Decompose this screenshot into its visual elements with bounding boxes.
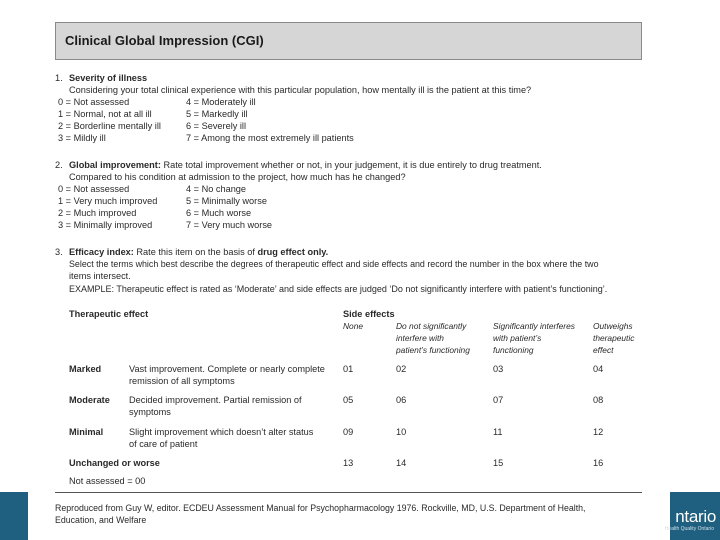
row-desc-marked-2: remission of all symptoms <box>129 376 235 386</box>
col3-line1: Significantly interferes <box>493 321 575 331</box>
s1-opt-5: 5 = Markedly ill <box>186 109 248 119</box>
s1-opt-0: 0 = Not assessed <box>58 97 130 107</box>
s1-opt-4: 4 = Moderately ill <box>186 97 256 107</box>
ontario-logo-text: ntario <box>675 507 716 526</box>
section2-title: Global improvement: <box>69 160 161 170</box>
s2-opt-2: 2 = Much improved <box>58 208 137 218</box>
cell-07: 07 <box>493 395 504 405</box>
therapeutic-effect-header: Therapeutic effect <box>69 309 149 319</box>
section3-heading <box>69 246 328 258</box>
not-assessed-note: Not assessed = 00 <box>69 476 146 486</box>
section3-title-rest: Rate this item on the basis of <box>133 247 258 257</box>
cell-06: 06 <box>396 395 407 405</box>
section2-question: Compared to his condition at admission to the project, how much has he changed? <box>69 172 406 182</box>
cell-12: 12 <box>593 427 604 437</box>
cell-10: 10 <box>396 427 407 437</box>
cell-09: 09 <box>343 427 354 437</box>
cell-01: 01 <box>343 364 354 374</box>
cell-08: 08 <box>593 395 604 405</box>
s1-opt-6: 6 = Severely ill <box>186 121 247 131</box>
s2-opt-7: 7 = Very much worse <box>186 220 273 230</box>
cell-11: 11 <box>493 427 503 437</box>
col2-line1: Do not significantly <box>396 321 467 331</box>
cell-04: 04 <box>593 364 604 374</box>
col4-line1: Outweighs <box>593 321 633 331</box>
footer-line-1: Reproduced from Guy W, editor. ECDEU Assessment Manual for Psychopharmacology 1976. Rockville, MD, U.S. Department of Health, <box>55 503 586 513</box>
page-title: Clinical Global Impression (CGI) <box>65 33 264 48</box>
cell-02: 02 <box>396 364 407 374</box>
row-desc-moderate-2: symptoms <box>129 407 171 417</box>
s1-opt-1: 1 = Normal, not at all ill <box>58 109 152 119</box>
row-label-unchanged: Unchanged or worse <box>69 458 160 468</box>
s2-opt-3: 3 = Minimally improved <box>58 220 153 230</box>
footer-divider <box>55 492 642 493</box>
row-desc-minimal-1: Slight improvement which doesn’t alter status <box>129 427 314 437</box>
s2-opt-5: 5 = Minimally worse <box>186 196 267 206</box>
s2-opt-1: 1 = Very much improved <box>58 196 158 206</box>
cell-13: 13 <box>343 458 354 468</box>
section1-title: Severity of illness <box>69 73 148 83</box>
cell-03: 03 <box>493 364 504 374</box>
s1-opt-7: 7 = Among the most extremely ill patients <box>186 133 354 143</box>
cell-05: 05 <box>343 395 354 405</box>
section1-number: 1. <box>55 73 63 83</box>
s2-opt-4: 4 = No change <box>186 184 247 194</box>
section1-question: Considering your total clinical experience with this particular population, how mentally ill is the patient at this time? <box>69 85 532 95</box>
section2-title-rest: Rate total improvement whether or not, in your judgement, it is due entirely to drug treatment. <box>160 160 542 170</box>
section2-heading <box>69 159 542 171</box>
row-label-minimal: Minimal <box>69 427 104 437</box>
section2-number: 2. <box>55 160 63 170</box>
row-label-marked: Marked <box>69 364 102 374</box>
col3-line2: with patient’s <box>493 333 542 343</box>
cell-16: 16 <box>593 458 604 468</box>
row-label-moderate: Moderate <box>69 395 110 405</box>
row-desc-moderate-1: Decided improvement. Partial remission of <box>129 395 302 405</box>
s2-opt-6: 6 = Much worse <box>186 208 252 218</box>
cell-15: 15 <box>493 458 504 468</box>
section3-title: Efficacy index: <box>69 247 134 257</box>
cell-14: 14 <box>396 458 407 468</box>
s2-opt-0: 0 = Not assessed <box>58 184 130 194</box>
col3-line3: functioning <box>493 345 534 355</box>
section3-example: EXAMPLE: Therapeutic effect is rated as ‘Moderate’ and side effects are judged ‘Do not significantly interfere with patient’s functioning’. <box>69 284 608 294</box>
ontario-logo-subtitle: Health Quality Ontario <box>664 526 714 532</box>
col4-line3: effect <box>593 345 614 355</box>
section3-instruction-1: Select the terms which best describe the degrees of therapeutic effect and side effects and record the number in the box where the two <box>69 259 599 269</box>
section3-title-bold: drug effect only. <box>257 247 329 257</box>
col4-line2: therapeutic <box>593 333 635 343</box>
row-desc-marked-1: Vast improvement. Complete or nearly complete <box>129 364 325 374</box>
section3-instruction-2: items intersect. <box>69 271 131 281</box>
s1-opt-2: 2 = Borderline mentally ill <box>58 121 161 131</box>
col2-line3: patient’s functioning <box>396 345 470 355</box>
side-effects-header: Side effects <box>343 309 395 319</box>
section3-number: 3. <box>55 247 63 257</box>
header-box <box>55 22 642 60</box>
col-none: None <box>343 321 364 331</box>
row-desc-minimal-2: of care of patient <box>129 439 198 449</box>
s1-opt-3: 3 = Mildly ill <box>58 133 106 143</box>
footer-line-2: Education, and Welfare <box>55 515 147 525</box>
col2-line2: interfere with <box>396 333 444 343</box>
